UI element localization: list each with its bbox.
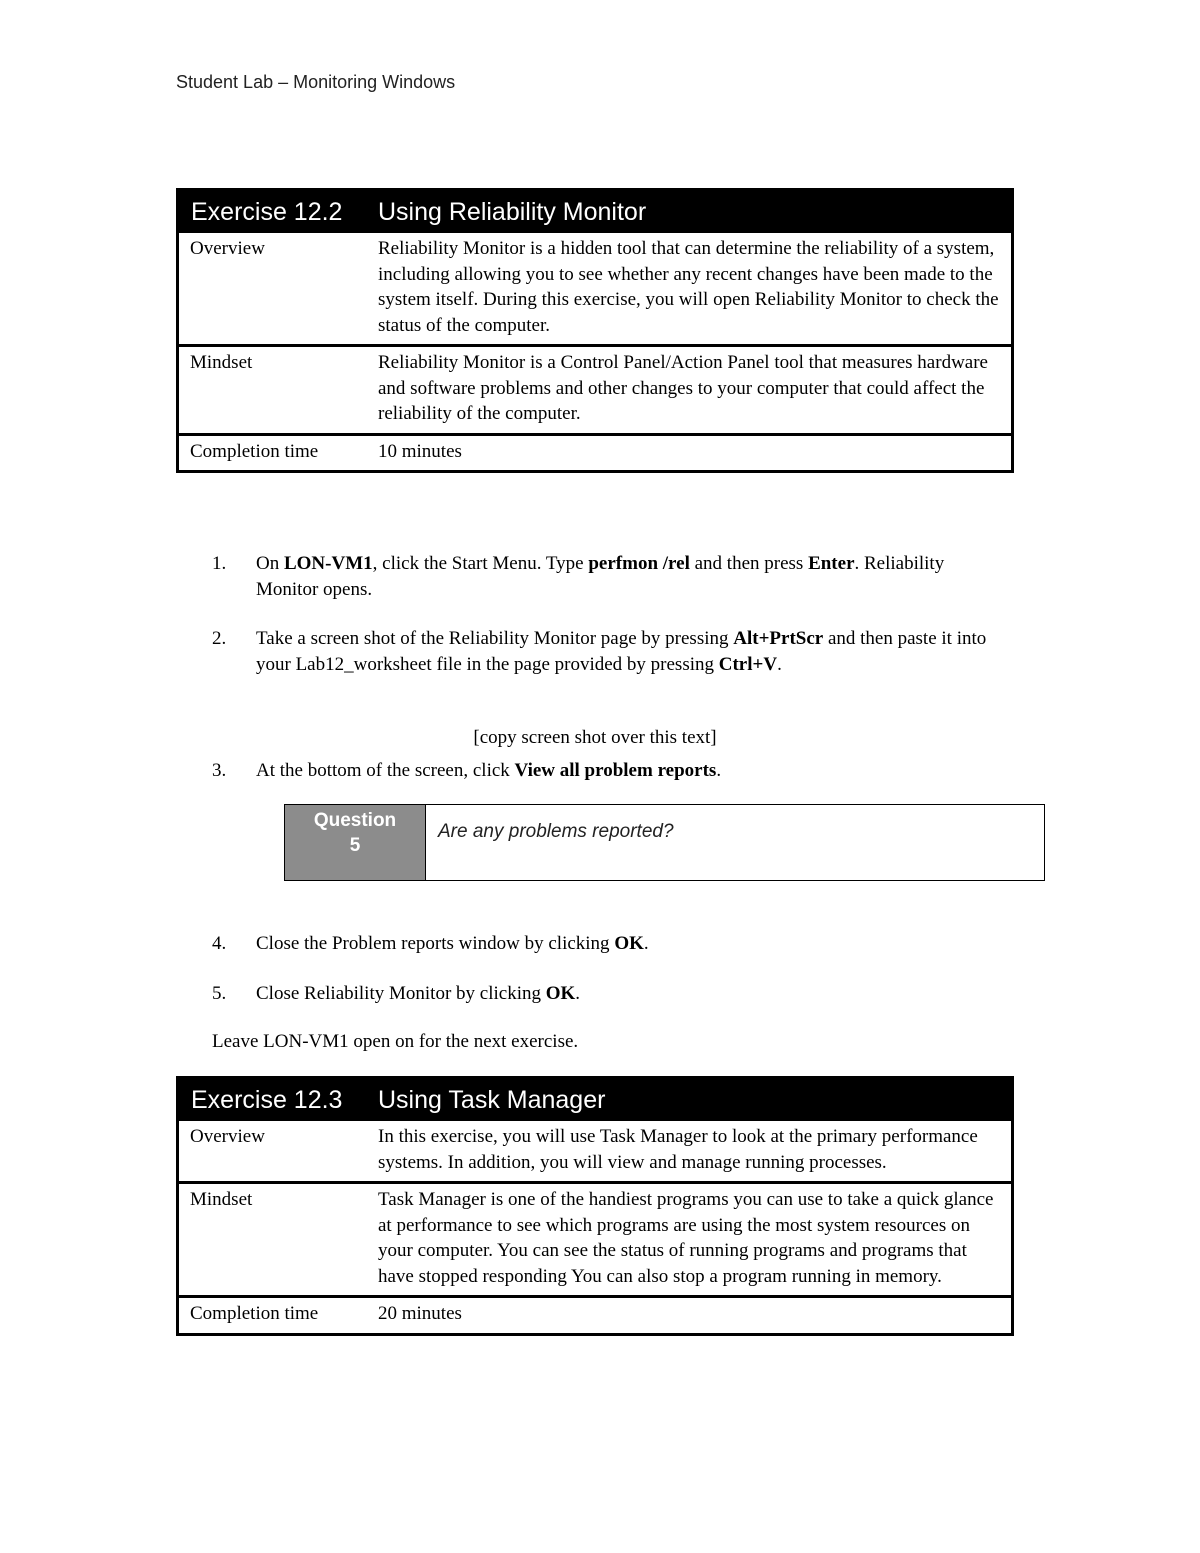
step-number: 2. [212, 628, 227, 649]
leave-note: Leave LON-VM1 open on for the next exercise. [212, 1031, 579, 1052]
row-label: Completion time [190, 1303, 319, 1324]
step-4 [212, 931, 992, 957]
step-number: 4. [212, 933, 227, 954]
exercise-header [179, 191, 1011, 233]
row-label: Mindset [190, 352, 253, 373]
step-text: Close Reliability Monitor by clicking OK. [256, 983, 581, 1004]
completion-time-row [179, 1295, 1011, 1333]
exercise-header [179, 1079, 1011, 1121]
screenshot-placeholder: [copy screen shot over this text] [473, 727, 717, 748]
page-header: Student Lab – Monitoring Windows [176, 72, 456, 92]
row-label: Overview [190, 1126, 265, 1147]
step-5 [212, 981, 992, 1007]
row-text: In this exercise, you will use Task Manager to look at the primary performance systems. In addition, you will view and manage running processes. [378, 1126, 978, 1173]
exercise-12-3-table [176, 1076, 1014, 1336]
step-3 [212, 758, 992, 784]
question-box [284, 804, 1045, 881]
exercise-number: Exercise 12.3 [191, 1085, 343, 1114]
row-text: Reliability Monitor is a hidden tool that can determine the reliability of a system, including allowing you to see whether any recent changes have been made to the system itself. During this exercise, you will open Reliability Monitor to check the status of the computer. [378, 238, 999, 336]
exercise-title: Using Reliability Monitor [378, 197, 647, 226]
row-label: Mindset [190, 1189, 253, 1210]
step-1 [212, 551, 992, 602]
row-label: Completion time [190, 440, 319, 462]
row-text: Reliability Monitor is a Control Panel/Action Panel tool that measures hardware and software problems and other changes to your computer that could affect the reliability of the computer. [378, 352, 988, 424]
step-text: Close the Problem reports window by clicking OK. [256, 933, 649, 954]
row-text: Task Manager is one of the handiest programs you can use to take a quick glance at performance to see which programs are using the most system resources on your computer. You can see the status of running programs and programs that have stopped responding You can also stop a program running in memory. [378, 1189, 994, 1287]
exercise-12-2-table [176, 188, 1014, 473]
row-text: 20 minutes [378, 1303, 462, 1324]
completion-time-row [179, 433, 1011, 471]
step-text: Take a screen shot of the Reliability Monitor page by pressing Alt+PrtScr and then paste it into your Lab12_worksheet file in the page provided by pressing Ctrl+V. [256, 628, 987, 675]
row-label: Overview [190, 238, 265, 259]
exercise-title: Using Task Manager [378, 1085, 606, 1114]
step-number: 5. [212, 983, 227, 1004]
step-number: 1. [212, 553, 227, 574]
mindset-row [179, 1181, 1011, 1295]
step-text: On LON-VM1, click the Start Menu. Type perfmon /rel and then press Enter. Reliability Monitor opens. [256, 553, 945, 600]
row-text: 10 minutes [378, 440, 462, 462]
step-2 [212, 626, 992, 677]
question-answer-field[interactable]: Are any problems reported? [438, 821, 674, 842]
overview-row [179, 1121, 1011, 1181]
question-label: Question 5 [285, 805, 426, 880]
step-text: At the bottom of the screen, click View all problem reports. [256, 760, 722, 781]
overview-row [179, 233, 1011, 344]
step-number: 3. [212, 760, 227, 781]
exercise-number: Exercise 12.2 [191, 197, 343, 226]
mindset-row [179, 344, 1011, 433]
